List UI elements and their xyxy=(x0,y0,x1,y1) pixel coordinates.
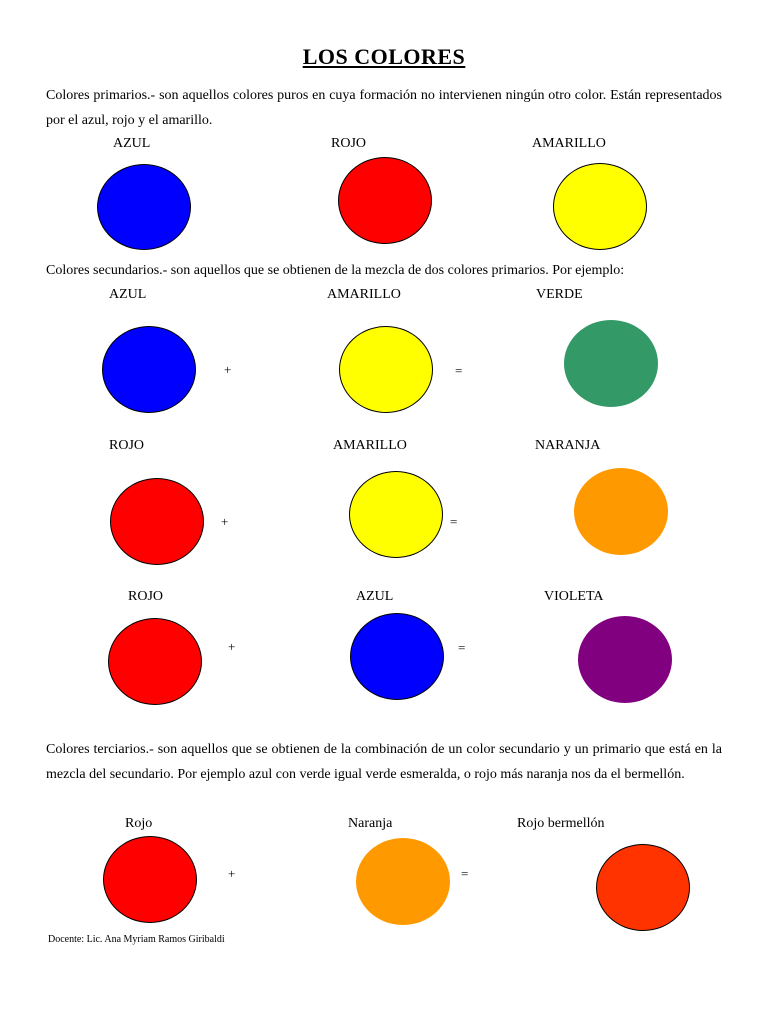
primario-label-azul: AZUL xyxy=(113,136,151,151)
ter-label-c: Rojo bermellón xyxy=(517,816,605,831)
ter-label-a: Rojo xyxy=(125,816,153,831)
sec1-label-b: AMARILLO xyxy=(327,287,401,302)
sec1-circle-b xyxy=(339,326,433,413)
sec1-label-c: VERDE xyxy=(536,287,583,302)
ter-circle-b xyxy=(356,838,450,925)
sec3-label-c: VIOLETA xyxy=(544,589,604,604)
ter-plus: + xyxy=(228,866,236,881)
ter-label-b: Naranja xyxy=(348,816,393,831)
primario-label-rojo: ROJO xyxy=(331,136,367,151)
primario-circle-azul xyxy=(97,164,191,250)
ter-circle-a xyxy=(103,836,197,923)
sec3-circle-a xyxy=(108,618,202,705)
sec2-circle-a xyxy=(110,478,204,565)
sec1-plus: + xyxy=(224,362,232,377)
footer-docente: Docente: Lic. Ana Myriam Ramos Giribaldi xyxy=(48,934,225,945)
sec2-circle-b xyxy=(349,471,443,558)
sec1-circle-a xyxy=(102,326,196,413)
sec3-plus: + xyxy=(228,639,236,654)
sec2-circle-c xyxy=(574,468,668,555)
sec1-label-a: AZUL xyxy=(109,287,147,302)
primarios-paragraph: Colores primarios.- son aquellos colores puros en cuya formación no intervienen ningún otro color. Están representados por el azul, rojo y el amarillo. xyxy=(46,88,722,128)
sec1-equals: = xyxy=(455,363,463,378)
page-title: LOS COLORES xyxy=(302,44,466,69)
primario-circle-amarillo xyxy=(553,163,647,250)
sec3-label-b: AZUL xyxy=(356,589,394,604)
secundarios-paragraph: Colores secundarios.- son aquellos que se obtienen de la mezcla de dos colores primarios. Por ejemplo: xyxy=(46,263,625,278)
sec3-circle-c xyxy=(578,616,672,703)
sec3-equals: = xyxy=(458,640,466,655)
sec2-label-c: NARANJA xyxy=(535,438,601,453)
sec2-plus: + xyxy=(221,514,229,529)
ter-equals: = xyxy=(461,866,469,881)
sec2-label-b: AMARILLO xyxy=(333,438,407,453)
sec3-circle-b xyxy=(350,613,444,700)
terciarios-paragraph: Colores terciarios.- son aquellos que se obtienen de la combinación de un color secundario y un primario que está en la mezcla del secundario. Por ejemplo azul con verde igual verde esmeralda, o rojo más naranja nos da el bermellón. xyxy=(46,742,722,782)
sec1-circle-c xyxy=(564,320,658,407)
primario-label-amarillo: AMARILLO xyxy=(532,136,606,151)
sec2-label-a: ROJO xyxy=(109,438,145,453)
primario-circle-rojo xyxy=(338,157,432,244)
ter-circle-c xyxy=(596,844,690,931)
sec3-label-a: ROJO xyxy=(128,589,164,604)
sec2-equals: = xyxy=(450,514,458,529)
